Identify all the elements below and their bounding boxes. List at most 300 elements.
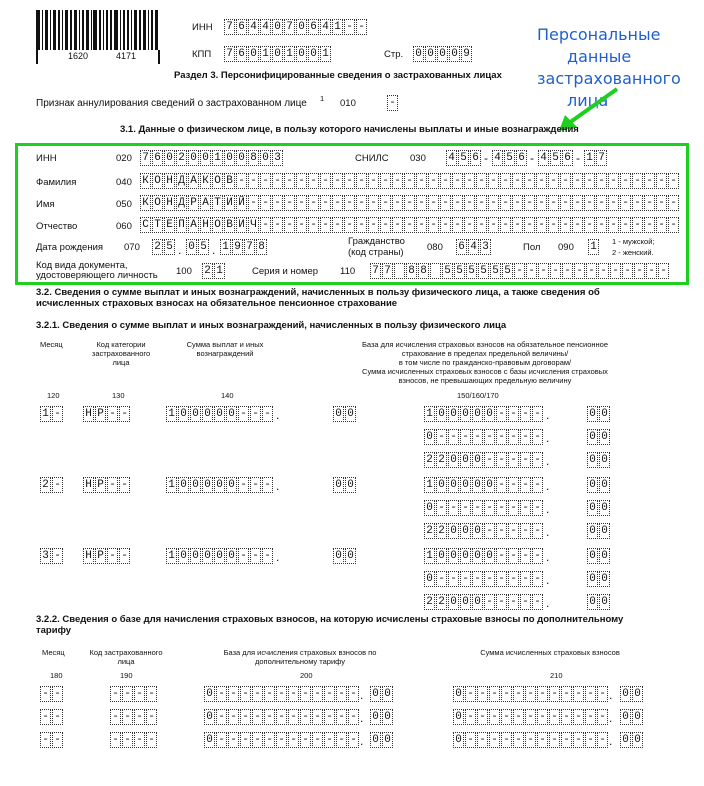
s321-row3-base-3-0[interactable]: 2 [424, 594, 435, 610]
surname-cells-23[interactable]: - [416, 173, 427, 189]
s322-row3-month[interactable] [40, 732, 64, 748]
patronymic-cells-5[interactable]: Н [200, 217, 211, 233]
s322-row2-base-10[interactable]: - [324, 709, 335, 725]
s321-row3-base-3-1[interactable]: 2 [436, 594, 447, 610]
s321-row2-base-1-5[interactable]: 0 [484, 477, 495, 493]
s321-row3-base-1-1[interactable]: 0 [436, 548, 447, 564]
surname-cells-6[interactable]: О [212, 173, 223, 189]
s321-row2-base-2-9[interactable]: - [532, 500, 543, 516]
s321-row3-base-3-5[interactable]: - [484, 594, 495, 610]
header-inn-cells-5[interactable]: 7 [284, 19, 295, 35]
patronymic-cells-27[interactable]: - [464, 217, 475, 233]
s321-row3-base-2-0[interactable]: 0 [424, 571, 435, 587]
surname-cells-29[interactable]: - [488, 173, 499, 189]
name-cells-23[interactable]: - [416, 195, 427, 211]
s321-row1-base-3-kop-0[interactable]: 0 [587, 452, 598, 468]
surname-cells-37[interactable]: - [584, 173, 595, 189]
s321-row3-base-1-kop-0[interactable]: 0 [587, 548, 598, 564]
s322-row2-sum-10[interactable]: - [573, 709, 584, 725]
patronymic-cells-4[interactable]: А [188, 217, 199, 233]
s321-row2-base-3-3[interactable]: 0 [460, 523, 471, 539]
name-cells-30[interactable]: - [500, 195, 511, 211]
snils-group-1[interactable] [446, 150, 482, 166]
s322-row3-sum-9[interactable]: - [561, 732, 572, 748]
s322-row2-base-9[interactable]: - [312, 709, 323, 725]
series-number-cells-19[interactable]: - [598, 263, 609, 279]
s321-row3-month-0[interactable]: 3 [40, 548, 51, 564]
s322-row2-base-8[interactable]: - [300, 709, 311, 725]
s321-row3-base-3-4[interactable]: 0 [472, 594, 483, 610]
s321-row1-base-2-kop[interactable] [587, 429, 611, 445]
s321-row2-base-1-9[interactable]: - [532, 477, 543, 493]
s322-row3-sum-5[interactable]: - [513, 732, 524, 748]
header-kpp-cells-7[interactable]: 0 [308, 46, 319, 62]
s322-row3-month-0[interactable]: - [40, 732, 51, 748]
series-number-cells-2[interactable] [394, 263, 405, 279]
name-cells-0[interactable]: К [140, 195, 151, 211]
birth-month-cells[interactable] [186, 239, 210, 255]
s322-row2-base-7[interactable]: - [288, 709, 299, 725]
s322-row2-base-6[interactable]: - [276, 709, 287, 725]
s322-row2-sum-0[interactable]: 0 [453, 709, 464, 725]
name-cells-31[interactable]: - [512, 195, 523, 211]
name-cells[interactable] [140, 195, 680, 211]
name-cells-17[interactable]: - [344, 195, 355, 211]
s322-row1-sum-3[interactable]: - [489, 686, 500, 702]
s322-row3-sum-kop-1[interactable]: 0 [632, 732, 643, 748]
surname-cells-25[interactable]: - [440, 173, 451, 189]
s322-row2-category-1[interactable]: - [122, 709, 133, 725]
s31-inn-cells-0[interactable]: 7 [140, 150, 151, 166]
s322-row2-base-1[interactable]: - [216, 709, 227, 725]
surname-cells-30[interactable]: - [500, 173, 511, 189]
patronymic-cells-15[interactable]: - [320, 217, 331, 233]
snils-group-2-2[interactable]: 6 [516, 150, 527, 166]
patronymic-cells-7[interactable]: В [224, 217, 235, 233]
s322-row3-sum-1[interactable]: - [465, 732, 476, 748]
s321-row3-base-1-kop[interactable] [587, 548, 611, 564]
s321-row1-base-2-5[interactable]: - [484, 429, 495, 445]
s321-row2-base-3-1[interactable]: 2 [436, 523, 447, 539]
s321-row3-base-3[interactable] [424, 594, 544, 610]
series-number-cells-20[interactable]: - [610, 263, 621, 279]
surname-cells-11[interactable]: - [272, 173, 283, 189]
s321-row2-sum-4[interactable]: 0 [214, 477, 225, 493]
s321-row1-base-1[interactable] [424, 406, 544, 422]
name-cells-27[interactable]: - [464, 195, 475, 211]
s321-row2-base-2-kop-0[interactable]: 0 [587, 500, 598, 516]
header-kpp-cells-4[interactable]: 0 [272, 46, 283, 62]
s31-inn-cells[interactable] [140, 150, 284, 166]
s321-row3-base-3-6[interactable]: - [496, 594, 507, 610]
s321-row2-sum-6[interactable]: - [238, 477, 249, 493]
name-cells-21[interactable]: - [392, 195, 403, 211]
birth-year-cells-0[interactable]: 1 [220, 239, 231, 255]
s322-row3-base-4[interactable]: - [252, 732, 263, 748]
s321-row2-base-2-8[interactable]: - [520, 500, 531, 516]
snils-group-3-0[interactable]: 4 [538, 150, 549, 166]
surname-cells-34[interactable]: - [548, 173, 559, 189]
name-cells-11[interactable]: - [272, 195, 283, 211]
s322-row3-base-10[interactable]: - [324, 732, 335, 748]
s322-row2-month[interactable] [40, 709, 64, 725]
surname-cells-38[interactable]: - [596, 173, 607, 189]
s322-row1-category-1[interactable]: - [122, 686, 133, 702]
header-kpp-cells-8[interactable]: 1 [320, 46, 331, 62]
s322-row1-sum-9[interactable]: - [561, 686, 572, 702]
birth-day-cells-1[interactable]: 5 [164, 239, 175, 255]
page-number-cells-1[interactable]: 0 [425, 46, 436, 62]
surname-cells-1[interactable]: О [152, 173, 163, 189]
s322-row1-base-1[interactable]: - [216, 686, 227, 702]
s322-row2-sum-11[interactable]: - [585, 709, 596, 725]
patronymic-cells-35[interactable]: - [560, 217, 571, 233]
s321-row2-base-2-2[interactable]: - [448, 500, 459, 516]
s322-row3-sum-kop[interactable] [620, 732, 644, 748]
s321-row3-base-1-kop-1[interactable]: 0 [599, 548, 610, 564]
s321-row2-category[interactable] [83, 477, 131, 493]
patronymic-cells-12[interactable]: - [284, 217, 295, 233]
s322-row2-sum-kop-1[interactable]: 0 [632, 709, 643, 725]
s322-row2-sum-4[interactable]: - [501, 709, 512, 725]
patronymic-cells-34[interactable]: - [548, 217, 559, 233]
s321-row2-category-0[interactable]: Н [83, 477, 94, 493]
s321-row3-category[interactable] [83, 548, 131, 564]
s321-row1-base-3-4[interactable]: 0 [472, 452, 483, 468]
s322-row3-base-5[interactable]: - [264, 732, 275, 748]
patronymic-cells-17[interactable]: - [344, 217, 355, 233]
patronymic-cells-1[interactable]: Т [152, 217, 163, 233]
s322-row1-base-2[interactable]: - [228, 686, 239, 702]
s321-row2-base-3-kop-0[interactable]: 0 [587, 523, 598, 539]
s322-row2-base-kop-1[interactable]: 0 [382, 709, 393, 725]
s322-row1-base-5[interactable]: - [264, 686, 275, 702]
s321-row2-sum-2[interactable]: 0 [190, 477, 201, 493]
s322-row2-month-1[interactable]: - [52, 709, 63, 725]
s322-row1-base-9[interactable]: - [312, 686, 323, 702]
s321-row3-base-3-3[interactable]: 0 [460, 594, 471, 610]
s321-row2-base-3-4[interactable]: 0 [472, 523, 483, 539]
s322-row1-sum-1[interactable]: - [465, 686, 476, 702]
s321-row3-base-3-8[interactable]: - [520, 594, 531, 610]
s321-row1-base-2[interactable] [424, 429, 544, 445]
series-number-cells-7[interactable]: 5 [454, 263, 465, 279]
series-number-cells-6[interactable]: 5 [442, 263, 453, 279]
s321-row1-base-1-6[interactable]: - [496, 406, 507, 422]
s321-row2-base-1[interactable] [424, 477, 544, 493]
snils-group-1-2[interactable]: 6 [470, 150, 481, 166]
series-number-cells-3[interactable]: 8 [406, 263, 417, 279]
s322-row3-sum-12[interactable]: - [597, 732, 608, 748]
annul-cell-0[interactable]: - [387, 95, 398, 111]
name-cells-19[interactable]: - [368, 195, 379, 211]
series-number-cells-8[interactable]: 5 [466, 263, 477, 279]
s321-row1-sum-4[interactable]: 0 [214, 406, 225, 422]
s322-row3-sum-kop-0[interactable]: 0 [620, 732, 631, 748]
s321-row3-base-2-kop-1[interactable]: 0 [599, 571, 610, 587]
snils-group-1-1[interactable]: 5 [458, 150, 469, 166]
s321-row3-base-1-3[interactable]: 0 [460, 548, 471, 564]
s321-row3-month-1[interactable]: - [52, 548, 63, 564]
s321-row2-base-2-kop[interactable] [587, 500, 611, 516]
series-number-cells-11[interactable]: 5 [502, 263, 513, 279]
s321-row2-base-2-kop-1[interactable]: 0 [599, 500, 610, 516]
s31-inn-cells-10[interactable]: 0 [260, 150, 271, 166]
patronymic-cells-14[interactable]: - [308, 217, 319, 233]
s321-row3-base-2-2[interactable]: - [448, 571, 459, 587]
patronymic-cells-9[interactable]: Ч [248, 217, 259, 233]
patronymic-cells-18[interactable]: - [356, 217, 367, 233]
patronymic-cells-39[interactable]: - [608, 217, 619, 233]
patronymic-cells-32[interactable]: - [524, 217, 535, 233]
surname-cells-42[interactable]: - [644, 173, 655, 189]
s321-row2-base-1-kop-1[interactable]: 0 [599, 477, 610, 493]
s322-row1-month[interactable] [40, 686, 64, 702]
s31-inn-cells-1[interactable]: 6 [152, 150, 163, 166]
s321-row2-base-1-4[interactable]: 0 [472, 477, 483, 493]
name-cells-40[interactable]: - [620, 195, 631, 211]
snils-group-4-0[interactable]: 1 [584, 150, 595, 166]
sex-cell-0[interactable]: 1 [588, 239, 599, 255]
series-number-cells-15[interactable]: - [550, 263, 561, 279]
surname-cells-12[interactable]: - [284, 173, 295, 189]
s321-row3-base-2-6[interactable]: - [496, 571, 507, 587]
patronymic-cells-0[interactable]: С [140, 217, 151, 233]
s322-row2-sum-12[interactable]: - [597, 709, 608, 725]
name-cells-38[interactable]: - [596, 195, 607, 211]
s322-row3-base-12[interactable]: - [348, 732, 359, 748]
s322-row1-sum-7[interactable]: - [537, 686, 548, 702]
s321-row3-sum-2[interactable]: 0 [190, 548, 201, 564]
series-number-cells-14[interactable]: - [538, 263, 549, 279]
name-cells-14[interactable]: - [308, 195, 319, 211]
s322-row3-sum-2[interactable]: - [477, 732, 488, 748]
name-cells-24[interactable]: - [428, 195, 439, 211]
page-number-cells-0[interactable]: 0 [413, 46, 424, 62]
s321-row3-base-2-5[interactable]: - [484, 571, 495, 587]
s321-row1-sum-0[interactable]: 1 [166, 406, 177, 422]
s322-row3-category-0[interactable]: - [110, 732, 121, 748]
sex-cell[interactable] [588, 239, 600, 255]
s322-row2-base-0[interactable]: 0 [204, 709, 215, 725]
surname-cells-39[interactable]: - [608, 173, 619, 189]
s321-row2-base-1-1[interactable]: 0 [436, 477, 447, 493]
surname-cells-10[interactable]: - [260, 173, 271, 189]
header-inn-cells-6[interactable]: 0 [296, 19, 307, 35]
s322-row3-base-kop[interactable] [370, 732, 394, 748]
s321-row2-base-1-0[interactable]: 1 [424, 477, 435, 493]
name-cells-12[interactable]: - [284, 195, 295, 211]
series-number-cells-23[interactable]: - [646, 263, 657, 279]
s321-row1-month[interactable] [40, 406, 64, 422]
name-cells-8[interactable]: Й [236, 195, 247, 211]
name-cells-10[interactable]: - [260, 195, 271, 211]
patronymic-cells-19[interactable]: - [368, 217, 379, 233]
birth-year-cells-2[interactable]: 7 [244, 239, 255, 255]
s321-row2-sum-0[interactable]: 1 [166, 477, 177, 493]
s322-row1-base-0[interactable]: 0 [204, 686, 215, 702]
header-kpp-cells-0[interactable]: 7 [224, 46, 235, 62]
s321-row3-base-1-6[interactable]: - [496, 548, 507, 564]
s321-row1-sum-7[interactable]: - [250, 406, 261, 422]
s321-row2-base-3-2[interactable]: 0 [448, 523, 459, 539]
s322-row3-category-1[interactable]: - [122, 732, 133, 748]
s321-row2-sum-kop[interactable] [333, 477, 357, 493]
s321-row3-category-3[interactable]: - [119, 548, 130, 564]
series-number-cells-4[interactable]: 8 [418, 263, 429, 279]
series-number-cells[interactable] [370, 263, 670, 279]
s321-row3-base-2-8[interactable]: - [520, 571, 531, 587]
snils-group-3-1[interactable]: 5 [550, 150, 561, 166]
surname-cells-9[interactable]: - [248, 173, 259, 189]
surname-cells-17[interactable]: - [344, 173, 355, 189]
s31-inn-cells-6[interactable]: 1 [212, 150, 223, 166]
name-cells-43[interactable]: - [656, 195, 667, 211]
s321-row1-base-3-9[interactable]: - [532, 452, 543, 468]
s321-row3-sum-kop-0[interactable]: 0 [333, 548, 344, 564]
header-inn-cells-7[interactable]: 6 [308, 19, 319, 35]
surname-cells-24[interactable]: - [428, 173, 439, 189]
snils-group-2[interactable] [492, 150, 528, 166]
s321-row1-base-1-kop[interactable] [587, 406, 611, 422]
s321-row1-category-2[interactable]: - [107, 406, 118, 422]
s322-row3-sum-8[interactable]: - [549, 732, 560, 748]
s321-row2-base-1-3[interactable]: 0 [460, 477, 471, 493]
header-inn-cells-4[interactable]: 0 [272, 19, 283, 35]
patronymic-cells-11[interactable]: - [272, 217, 283, 233]
s322-row1-sum-8[interactable]: - [549, 686, 560, 702]
name-cells-41[interactable]: - [632, 195, 643, 211]
s321-row2-base-1-7[interactable]: - [508, 477, 519, 493]
name-cells-22[interactable]: - [404, 195, 415, 211]
s322-row2-sum-6[interactable]: - [525, 709, 536, 725]
name-cells-33[interactable]: - [536, 195, 547, 211]
s321-row3-sum-3[interactable]: 0 [202, 548, 213, 564]
s321-row2-base-3-kop-1[interactable]: 0 [599, 523, 610, 539]
s322-row3-base[interactable] [204, 732, 360, 748]
series-number-cells-13[interactable]: - [526, 263, 537, 279]
s321-row3-sum-7[interactable]: - [250, 548, 261, 564]
page-number-cells-4[interactable]: 9 [461, 46, 472, 62]
s321-row1-base-2-kop-0[interactable]: 0 [587, 429, 598, 445]
s321-row1-base-1-9[interactable]: - [532, 406, 543, 422]
patronymic-cells-36[interactable]: - [572, 217, 583, 233]
patronymic-cells-38[interactable]: - [596, 217, 607, 233]
doc-type-cells-1[interactable]: 1 [214, 263, 225, 279]
s322-row1-sum-2[interactable]: - [477, 686, 488, 702]
surname-cells-35[interactable]: - [560, 173, 571, 189]
surname-cells-31[interactable]: - [512, 173, 523, 189]
surname-cells-20[interactable]: - [380, 173, 391, 189]
s322-row2-base-4[interactable]: - [252, 709, 263, 725]
s321-row1-sum-kop-0[interactable]: 0 [333, 406, 344, 422]
name-cells-39[interactable]: - [608, 195, 619, 211]
s321-row3-base-1-0[interactable]: 1 [424, 548, 435, 564]
header-inn-cells-1[interactable]: 6 [236, 19, 247, 35]
s321-row3-category-1[interactable]: Р [95, 548, 106, 564]
name-cells-42[interactable]: - [644, 195, 655, 211]
s321-row1-base-2-0[interactable]: 0 [424, 429, 435, 445]
birth-year-cells-3[interactable]: 8 [256, 239, 267, 255]
snils-group-2-0[interactable]: 4 [492, 150, 503, 166]
patronymic-cells-28[interactable]: - [476, 217, 487, 233]
s321-row3-base-1[interactable] [424, 548, 544, 564]
patronymic-cells-26[interactable]: - [452, 217, 463, 233]
s321-row3-month[interactable] [40, 548, 64, 564]
s321-row2-base-2-4[interactable]: - [472, 500, 483, 516]
patronymic-cells-13[interactable]: - [296, 217, 307, 233]
surname-cells-43[interactable]: - [656, 173, 667, 189]
surname-cells-21[interactable]: - [392, 173, 403, 189]
s321-row3-base-2-7[interactable]: - [508, 571, 519, 587]
s321-row1-sum-2[interactable]: 0 [190, 406, 201, 422]
s321-row1-base-3-2[interactable]: 0 [448, 452, 459, 468]
s321-row2-base-1-8[interactable]: - [520, 477, 531, 493]
name-cells-4[interactable]: Р [188, 195, 199, 211]
s321-row1-base-2-1[interactable]: - [436, 429, 447, 445]
s322-row2-sum-7[interactable]: - [537, 709, 548, 725]
s321-row1-base-1-0[interactable]: 1 [424, 406, 435, 422]
header-kpp-cells-3[interactable]: 1 [260, 46, 271, 62]
s322-row2-base-11[interactable]: - [336, 709, 347, 725]
s322-row2-sum-2[interactable]: - [477, 709, 488, 725]
s321-row2-base-1-kop-0[interactable]: 0 [587, 477, 598, 493]
s321-row3-base-3-7[interactable]: - [508, 594, 519, 610]
s322-row2-category-0[interactable]: - [110, 709, 121, 725]
s321-row3-base-2-4[interactable]: - [472, 571, 483, 587]
name-cells-15[interactable]: - [320, 195, 331, 211]
s322-row3-sum-4[interactable]: - [501, 732, 512, 748]
name-cells-37[interactable]: - [584, 195, 595, 211]
name-cells-1[interactable]: О [152, 195, 163, 211]
header-inn-cells-9[interactable]: 1 [332, 19, 343, 35]
series-number-cells-9[interactable]: 5 [478, 263, 489, 279]
s321-row3-base-3-kop[interactable] [587, 594, 611, 610]
s321-row1-sum-6[interactable]: - [238, 406, 249, 422]
s322-row2-base-kop-0[interactable]: 0 [370, 709, 381, 725]
snils-group-1-0[interactable]: 4 [446, 150, 457, 166]
s322-row2-base[interactable] [204, 709, 360, 725]
s321-row2-base-3-7[interactable]: - [508, 523, 519, 539]
s321-row3-base-2-kop-0[interactable]: 0 [587, 571, 598, 587]
s322-row1-sum[interactable] [453, 686, 609, 702]
patronymic-cells-40[interactable]: - [620, 217, 631, 233]
s321-row1-sum-kop[interactable] [333, 406, 357, 422]
name-cells-26[interactable]: - [452, 195, 463, 211]
s321-row2-base-3-0[interactable]: 2 [424, 523, 435, 539]
s321-row2-base-3-kop[interactable] [587, 523, 611, 539]
s31-inn-cells-2[interactable]: 0 [164, 150, 175, 166]
s321-row1-sum-1[interactable]: 0 [178, 406, 189, 422]
header-kpp-cells-5[interactable]: 1 [284, 46, 295, 62]
s321-row1-sum-8[interactable]: - [262, 406, 273, 422]
doc-type-cells-0[interactable]: 2 [202, 263, 213, 279]
patronymic-cells-25[interactable]: - [440, 217, 451, 233]
s321-row2-base-2-1[interactable]: - [436, 500, 447, 516]
s322-row3-category[interactable] [110, 732, 158, 748]
s321-row3-base-2-1[interactable]: - [436, 571, 447, 587]
s322-row3-sum-7[interactable]: - [537, 732, 548, 748]
s322-row2-sum[interactable] [453, 709, 609, 725]
s322-row3-base-9[interactable]: - [312, 732, 323, 748]
name-cells-20[interactable]: - [380, 195, 391, 211]
patronymic-cells-43[interactable]: - [656, 217, 667, 233]
s321-row3-base-2-9[interactable]: - [532, 571, 543, 587]
snils-group-2-1[interactable]: 5 [504, 150, 515, 166]
s322-row1-base-11[interactable]: - [336, 686, 347, 702]
snils-group-3-2[interactable]: 6 [562, 150, 573, 166]
s321-row1-base-2-kop-1[interactable]: 0 [599, 429, 610, 445]
